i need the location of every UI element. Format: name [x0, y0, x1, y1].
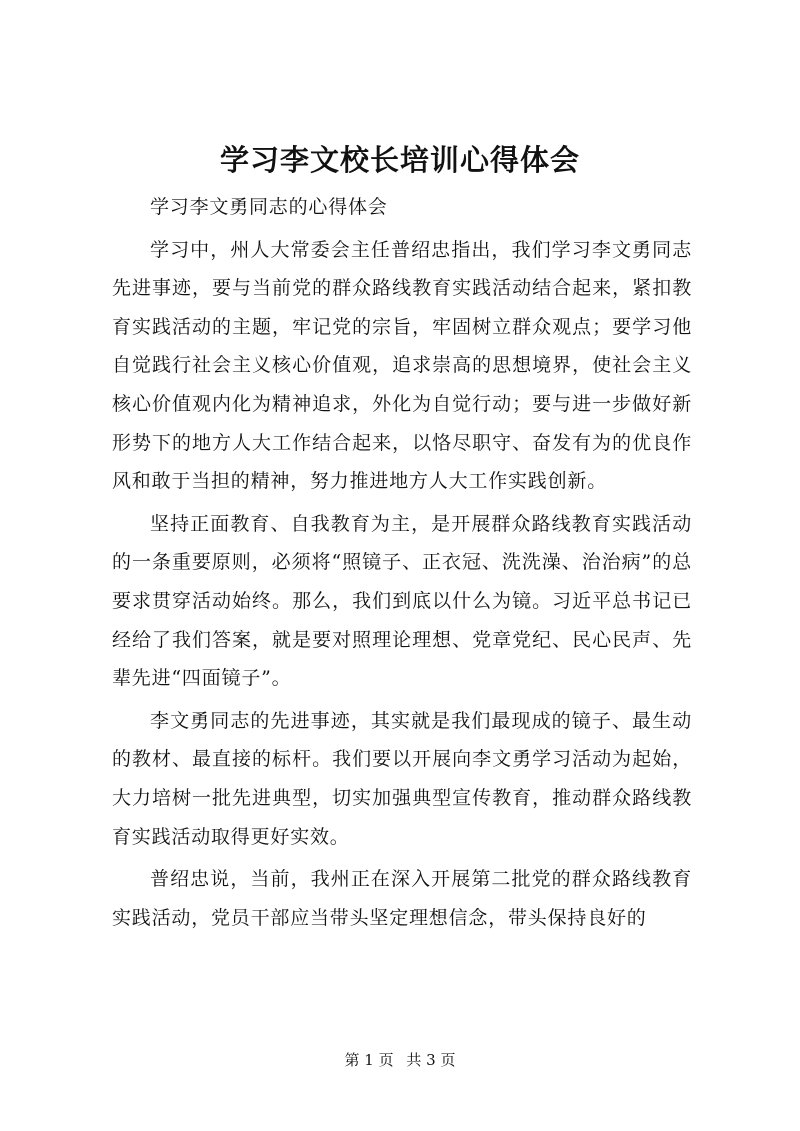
document-title: 学习李文校长培训心得体会: [219, 143, 580, 177]
document-subtitle: 学习李文勇同志的心得体会: [150, 196, 388, 218]
paragraph: 坚持正面教育、自我教育为主，是开展群众路线教育实践活动的一条重要原则，必须将“照镜子、正衣冠、洗洗澡、治治病”的总要求贯穿活动始终。那么，我们到底以什么为镜。习近平总书记已经给了我们答案，就是要对照理论理想、党章党纪、民心民声、先辈先进“四面镜子”。: [112, 512, 692, 690]
paragraph: 普绍忠说，当前，我州正在深入开展第二批党的群众路线教育实践活动，党员干部应当带头坚定理想信念，带头保持良好的: [112, 868, 692, 929]
page-number: 第 1 页: [344, 1051, 394, 1069]
paragraph: 学习中，州人大常委会主任普绍忠指出，我们学习李文勇同志先进事迹，要与当前党的群众路线教育实践活动结合起来，紧扣教育实践活动的主题，牢记党的宗旨，牢固树立群众观点；要学习他自觉践行社会主义核心价值观，追求崇高的思想境界，使社会主义核心价值观内化为精神追求，外化为自觉行动；要与进一步做好新形势下的地方人大工作结合起来，以恪尽职守、奋发有为的优良作风和敢于当担的精神，努力推进地方人大工作实践创新。: [112, 238, 692, 493]
page-total: 共 3 页: [406, 1051, 456, 1069]
document-body: [112, 188, 692, 937]
paragraph: 李文勇同志的先进事迹，其实就是我们最现成的镜子、最生动的教材、最直接的标杆。我们要以开展向李文勇学习活动为起始，大力培树一批先进典型，切实加强典型宣传教育，推动群众路线教育实践活动取得更好实效。: [112, 709, 692, 848]
page-footer: [0, 1050, 800, 1070]
